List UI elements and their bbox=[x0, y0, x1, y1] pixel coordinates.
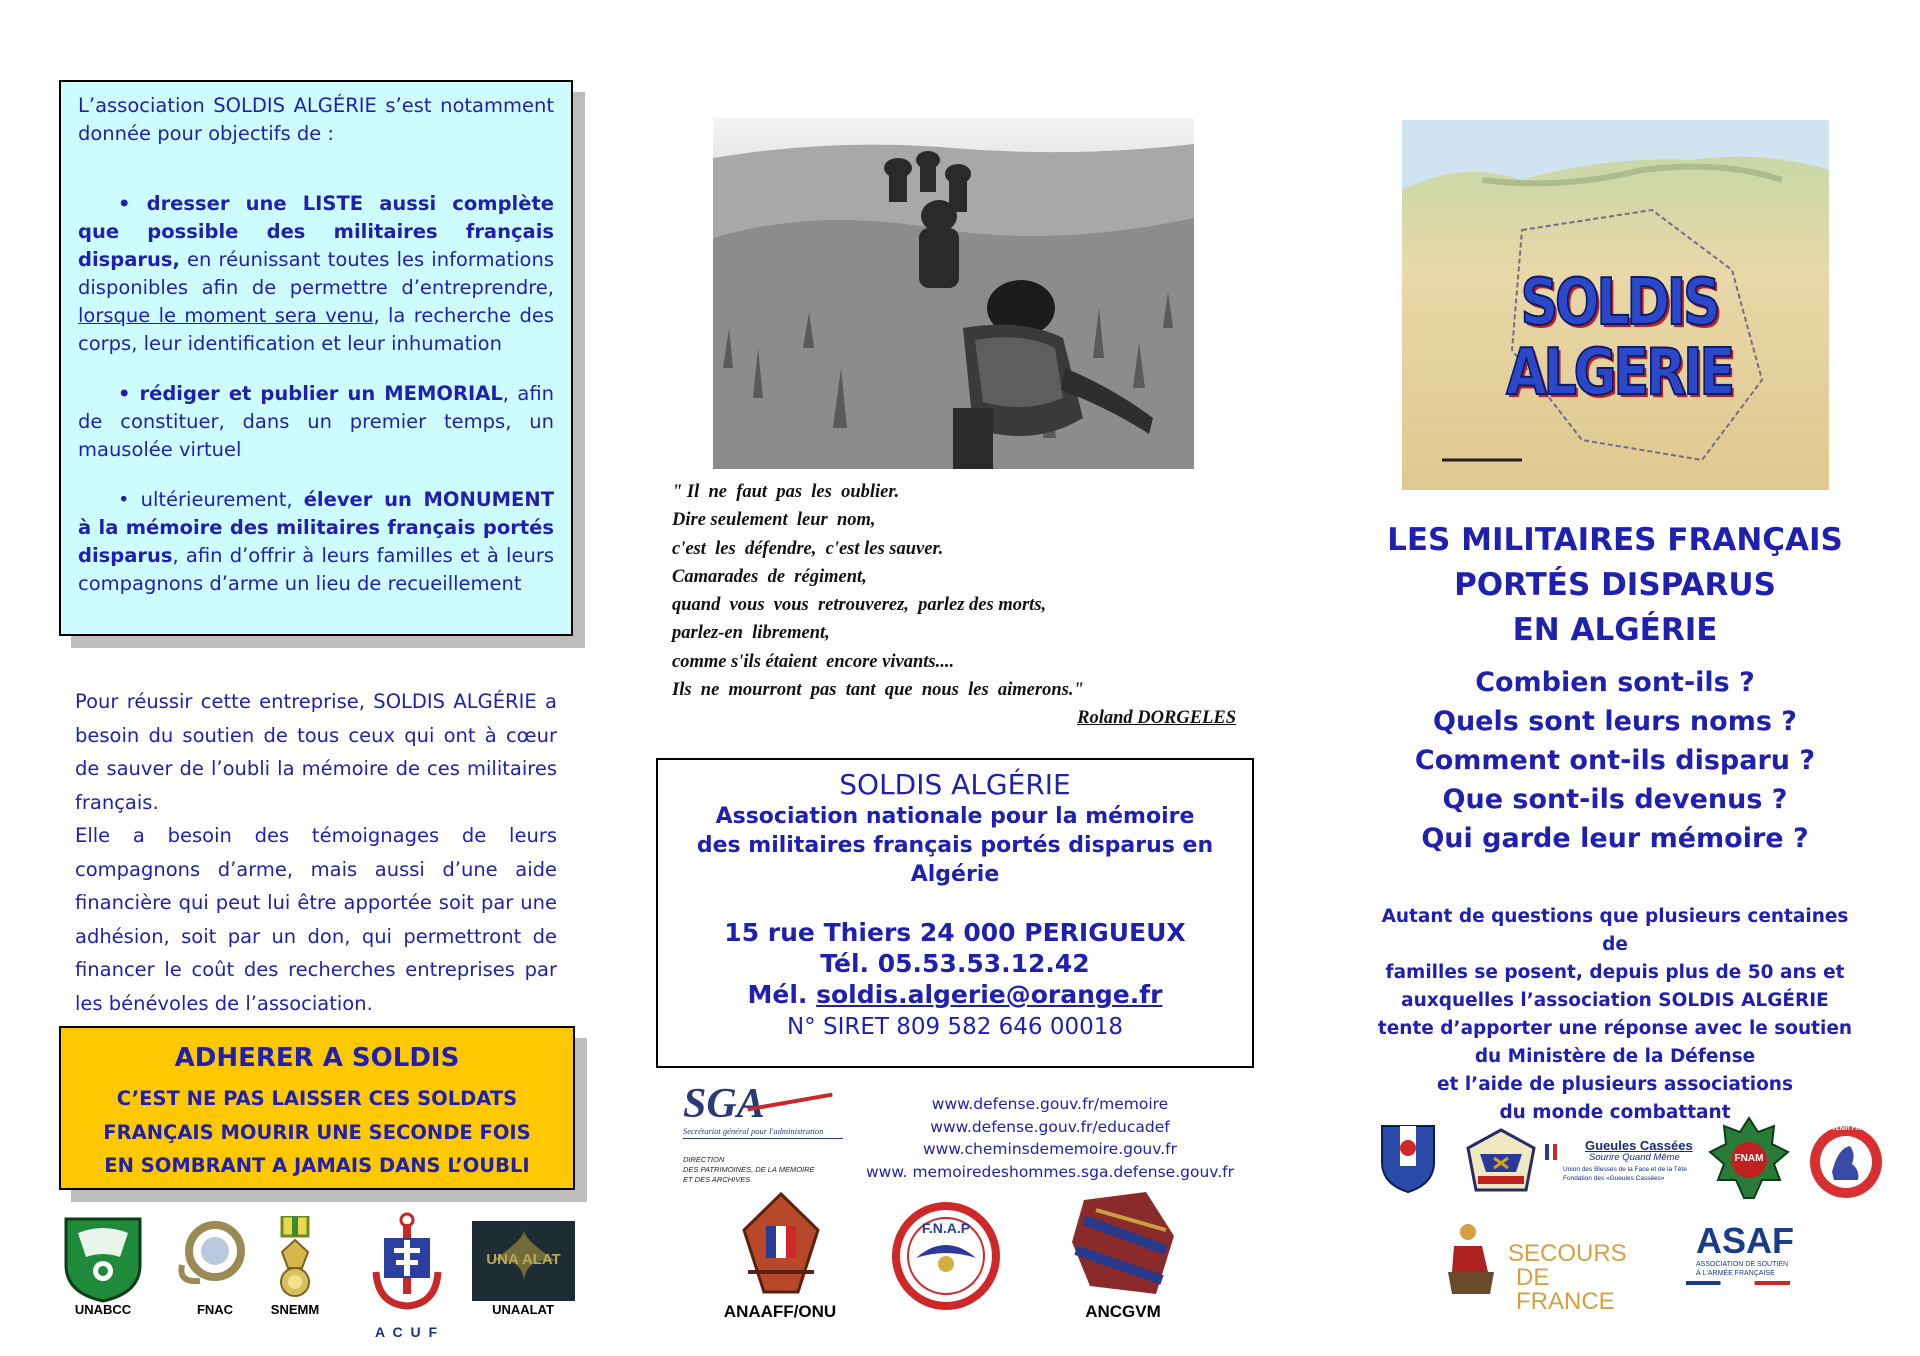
question-item: Qui garde leur mémoire ? bbox=[1421, 823, 1809, 854]
contact-box bbox=[656, 758, 1254, 1068]
right-title-line-3: EN ALGÉRIE bbox=[1512, 612, 1718, 648]
contact-desc-line-1: Association nationale pour la mémoire bbox=[715, 804, 1195, 829]
kepi-emblem-icon bbox=[1466, 1128, 1536, 1194]
un-veterans-logo bbox=[1378, 1122, 1438, 1194]
objective-memorial-bold: • rédiger et publier un MEMORIAL bbox=[118, 382, 503, 405]
soldiers-photo-image bbox=[713, 118, 1194, 469]
fnap-emblem-icon bbox=[892, 1202, 1000, 1310]
fnap-badge-text: F.N.A.P bbox=[921, 1220, 971, 1236]
secours-line-1: SECOURS bbox=[1508, 1240, 1627, 1267]
snemm-label: SNEMM bbox=[270, 1302, 320, 1317]
sga-direction-line-1: DIRECTION bbox=[683, 1155, 725, 1164]
contact-phone: Tél. 05.53.53.12.42 bbox=[820, 949, 1090, 978]
objective-memorial-text: , afin de constituer, dans un premier temps, un mausolée virtuel bbox=[78, 382, 554, 461]
quote-author: Roland DORGELES bbox=[1077, 708, 1236, 729]
objectives-intro: L’association SOLDIS ALGÉRIE s’est notamment donnée pour objectifs de : bbox=[78, 94, 554, 145]
sga-direction-line-3: ET DES ARCHIVES bbox=[683, 1175, 751, 1184]
souvenir-francais-logo bbox=[1808, 1124, 1884, 1200]
anaaff-label: ANAAFF/ONU bbox=[723, 1302, 837, 1321]
objectives-box bbox=[59, 80, 573, 636]
contact-email-row bbox=[658, 979, 1252, 1011]
objective-list-text-end: , la recherche des corps, leur identification et leur inhumation bbox=[78, 304, 554, 355]
shield-icon bbox=[1378, 1122, 1438, 1194]
sga-direction bbox=[683, 1155, 843, 1185]
contact-desc-line-3: Algérie bbox=[910, 862, 1000, 887]
quote-block bbox=[672, 478, 1240, 733]
right-title-line-1: LES MILITAIRES FRANÇAIS bbox=[1387, 522, 1843, 558]
secours-de-france-text bbox=[1508, 1242, 1628, 1314]
adherer-line-2: FRANÇAIS MOURIR UNE SECONDE FOIS bbox=[103, 1120, 531, 1144]
gueules-line-2: Fondation des «Gueules Cassées» bbox=[1563, 1175, 1665, 1182]
kepi-logo bbox=[1466, 1128, 1536, 1194]
objective-list-underlined: lorsque le moment sera venu bbox=[78, 304, 374, 327]
objective-monument-lead: • ultérieurement, bbox=[118, 488, 304, 511]
quote-line: " Il ne faut pas les oublier. bbox=[672, 482, 900, 502]
fnam-logo bbox=[1708, 1116, 1790, 1206]
support-paragraph-2: Elle a besoin des témoignages de leurs compagnons d’arme, mais aussi d’une aide financière qui peut lui être apportée soit par une adhésion, soit par un don, qui permettront de financer le coût des recherches entreprises par les bénévoles de l’association. bbox=[75, 824, 557, 1015]
gueules-cassees-logo bbox=[1545, 1138, 1693, 1186]
ancgvm-emblem-icon bbox=[1066, 1190, 1180, 1300]
objective-monument-item bbox=[78, 486, 554, 598]
asaf-logo bbox=[1686, 1220, 1794, 1294]
right-title-line-2: PORTÉS DISPARUS bbox=[1454, 567, 1776, 603]
adherer-line-1: C’EST NE PAS LAISSER CES SOLDATS bbox=[116, 1087, 518, 1110]
right-paragraph-line: familles se posent, depuis plus de 50 ans et bbox=[1385, 962, 1845, 983]
sga-logo-text: SGA bbox=[683, 1081, 765, 1127]
unabcc-logo bbox=[58, 1213, 148, 1303]
link-item[interactable]: www.defense.gouv.fr/memoire bbox=[931, 1095, 1169, 1113]
link-item[interactable]: www. memoiredeshommes.sga.defense.gouv.fr bbox=[866, 1162, 1234, 1181]
quote-line: quand vous vous retrouverez, parlez des morts, bbox=[672, 595, 1047, 616]
unabcc-label: UNABCC bbox=[74, 1302, 132, 1317]
link-item[interactable]: www.defense.gouv.fr/educadef bbox=[930, 1117, 1170, 1136]
contact-email-label: Mél. bbox=[747, 980, 817, 1009]
hunting-horn-icon bbox=[170, 1215, 260, 1295]
support-text bbox=[75, 685, 557, 1020]
fnac-logo bbox=[170, 1215, 260, 1295]
question-item: Comment ont-ils disparu ? bbox=[1414, 745, 1816, 776]
objective-list-text: en réunissant toutes les informations disponibles afin de permettre d’entreprendre, bbox=[78, 248, 554, 299]
right-paragraph-line: du Ministère de la Défense bbox=[1474, 1046, 1756, 1067]
anchor-cross-icon bbox=[370, 1212, 444, 1312]
anaaff-emblem-icon bbox=[738, 1192, 824, 1296]
gueules-subtitle: Sourire Quand Même bbox=[1589, 1152, 1680, 1163]
asaf-title: ASAF bbox=[1696, 1220, 1794, 1261]
unaalat-label: UNAALAT bbox=[492, 1302, 554, 1317]
right-paragraph-line: du monde combattant bbox=[1499, 1102, 1731, 1123]
right-paragraph-line: auxquelles l’association SOLDIS ALGÉRIE bbox=[1401, 990, 1829, 1011]
quote-line: Dire seulement leur nom, bbox=[672, 510, 876, 531]
quote-line: c'est les défendre, c'est les sauver. bbox=[672, 538, 944, 559]
acuf-label: A C U F bbox=[374, 1324, 440, 1340]
quote-line: comme s'ils étaient encore vivants.... bbox=[672, 651, 955, 672]
right-title bbox=[1370, 518, 1860, 653]
right-paragraph-line: tente d’apporter une réponse avec le soutien bbox=[1377, 1018, 1853, 1039]
objective-monument-text: , afin d’offrir à leurs familles et à leurs compagnons d’arme un lieu de recueillement bbox=[78, 544, 554, 595]
question-item: Quels sont leurs noms ? bbox=[1433, 706, 1797, 737]
adherer-lines bbox=[61, 1082, 573, 1183]
objective-memorial-item bbox=[78, 380, 554, 464]
fnac-label: FNAC bbox=[196, 1302, 234, 1317]
sga-logo bbox=[683, 1081, 843, 1184]
sga-direction-line-2: DES PATRIMOINES, DE LA MEMOIRE bbox=[683, 1165, 815, 1174]
question-item: Combien sont-ils ? bbox=[1475, 667, 1755, 698]
links-list bbox=[860, 1093, 1240, 1183]
questions-list bbox=[1370, 663, 1860, 858]
objective-monument-bold: élever un MONUMENT à la mémoire des militaires français portés disparus bbox=[78, 488, 554, 567]
asaf-tricolor-bar bbox=[1686, 1281, 1790, 1285]
objective-list-bold: • dresser une LISTE aussi complète que possible des militaires français disparus, bbox=[78, 192, 554, 271]
acuf-logo bbox=[370, 1212, 444, 1312]
gueules-line-1: Union des Blessés de la Face et de la Tête bbox=[1563, 1166, 1687, 1173]
quote-line: parlez-en librement, bbox=[672, 623, 830, 644]
gueules-title: Gueules Cassées bbox=[1585, 1138, 1693, 1153]
ancgvm-label: ANCGVM bbox=[1085, 1302, 1161, 1321]
french-flag-icon bbox=[1545, 1144, 1557, 1160]
link-item[interactable]: www.cheminsdememoire.gouv.fr bbox=[923, 1140, 1177, 1158]
quote-line: Ils ne mourront pas tant que nous les aimerons." bbox=[672, 680, 1084, 701]
snemm-logo bbox=[270, 1216, 320, 1302]
sga-subtitle: Secrétariat général pour l'administration bbox=[683, 1126, 843, 1139]
contact-siret: N° SIRET 809 582 646 00018 bbox=[786, 1014, 1124, 1040]
contact-org-name: SOLDIS ALGÉRIE bbox=[839, 768, 1071, 801]
adherer-line-3: EN SOMBRANT A JAMAIS DANS L’OUBLI bbox=[104, 1154, 530, 1177]
secours-line-2: DE FRANCE bbox=[1516, 1264, 1615, 1315]
contact-desc-line-2: des militaires français portés disparus en bbox=[696, 833, 1214, 858]
fnap-logo bbox=[892, 1202, 1000, 1310]
asaf-sub-1: ASSOCIATION DE SOUTIEN bbox=[1696, 1261, 1789, 1268]
right-paragraph-line: et l’aide de plusieurs associations bbox=[1437, 1074, 1793, 1095]
anaaff-logo bbox=[738, 1192, 824, 1296]
contact-description bbox=[658, 802, 1252, 889]
souvenir-text: LE SOUVENIR FRANÇAIS bbox=[1809, 1126, 1883, 1132]
contact-address: 15 rue Thiers 24 000 PERIGUEUX bbox=[724, 918, 1186, 947]
algeria-map bbox=[1402, 120, 1829, 490]
soldiers-photo bbox=[713, 118, 1194, 469]
unabcc-emblem-icon bbox=[58, 1213, 148, 1303]
adherer-box bbox=[59, 1026, 575, 1190]
map-title: SOLDIS ALGERIE bbox=[1506, 266, 1732, 410]
medal-icon bbox=[270, 1216, 320, 1302]
right-paragraph bbox=[1370, 903, 1860, 1127]
secours-figure-logo bbox=[1444, 1222, 1498, 1296]
contact-email-link[interactable]: soldis.algerie@orange.fr bbox=[816, 980, 1163, 1009]
ancgvm-logo bbox=[1066, 1190, 1180, 1300]
asaf-sub-2: À L'ARMÉE FRANÇAISE bbox=[1696, 1270, 1775, 1277]
support-paragraph-1: Pour réussir cette entreprise, SOLDIS ALGÉRIE a besoin du soutien de tous ceux qui ont à cœur de sauver de l’oubli la mémoire de ces militaires français. bbox=[75, 690, 557, 814]
fnam-text: FNAM bbox=[1734, 1153, 1764, 1164]
adherer-title: ADHERER A SOLDIS bbox=[174, 1043, 460, 1073]
quote-line: Camarades de régiment, bbox=[672, 566, 867, 587]
objective-list-item bbox=[78, 190, 554, 358]
unaalat-badge-text: UNA ALAT bbox=[486, 1251, 561, 1268]
right-paragraph-line: Autant de questions que plusieurs centaines de bbox=[1381, 906, 1849, 955]
horseman-icon bbox=[1444, 1222, 1498, 1296]
unaalat-logo bbox=[472, 1221, 575, 1301]
souvenir-emblem-icon bbox=[1808, 1124, 1884, 1200]
question-item: Que sont-ils devenus ? bbox=[1442, 784, 1788, 815]
